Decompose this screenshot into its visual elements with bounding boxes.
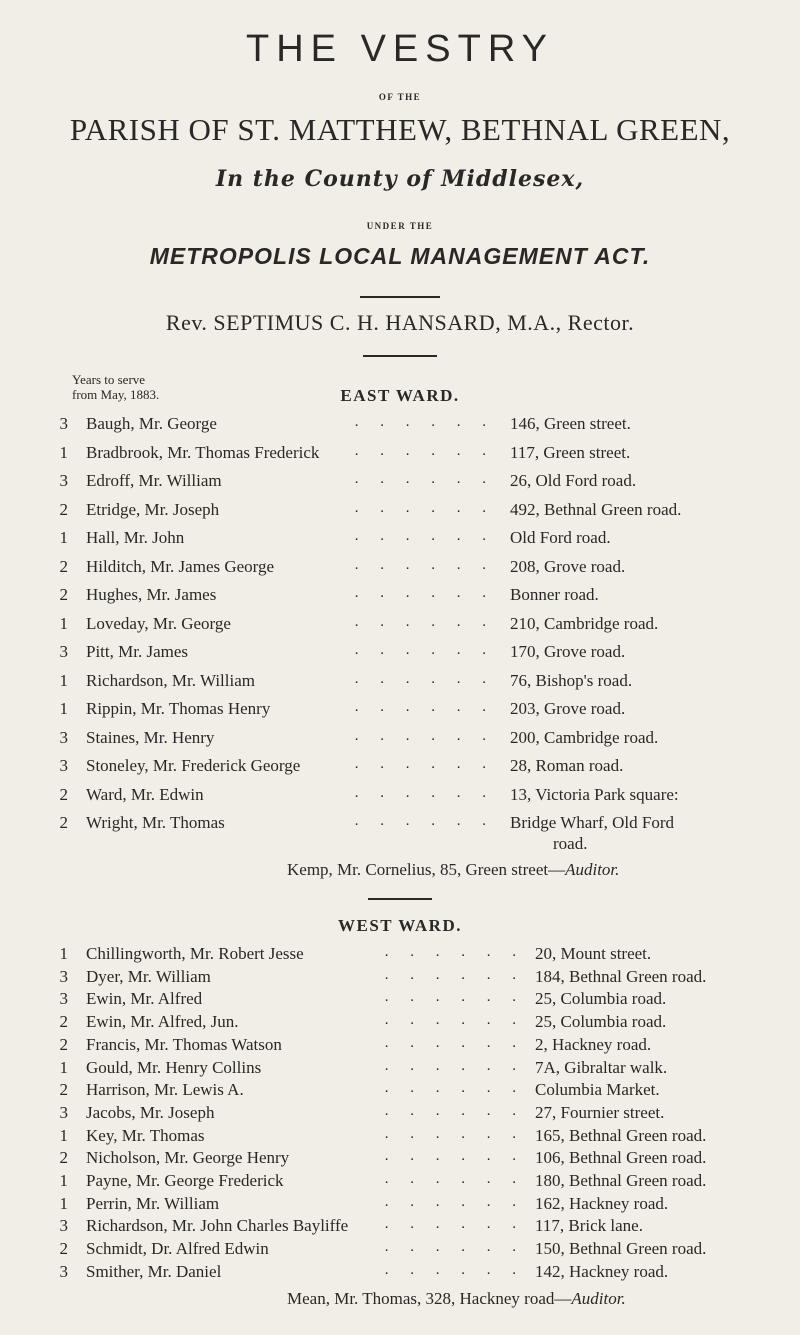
member-name: Bradbrook, Mr. Thomas Frederick	[86, 442, 320, 462]
rector-line: Rev. SEPTIMUS C. H. HANSARD, M.A., Rector.	[165, 310, 635, 335]
member-name: Jacobs, Mr. Joseph	[86, 1102, 215, 1122]
member-address: 28, Roman road.	[510, 756, 624, 775]
table-row	[0, 699, 800, 725]
years-to-serve: 2	[59, 813, 68, 832]
leader-dots: . . . . . .	[384, 1125, 525, 1142]
years-to-serve: 2	[59, 1034, 68, 1054]
years-to-serve: 3	[59, 1216, 68, 1236]
east-ward-heading: EAST WARD.	[340, 386, 460, 405]
west-auditor: Mean, Mr. Thomas, 328, Hackney road—Auditor.	[287, 1289, 626, 1308]
member-address: 165, Bethnal Green road.	[535, 1125, 707, 1145]
of-the-caption: OF THE	[378, 92, 422, 102]
years-to-serve: 2	[59, 784, 68, 804]
member-address: Bonner road.	[510, 585, 599, 604]
years-to-serve: 2	[59, 499, 68, 519]
years-to-serve: 1	[59, 1193, 68, 1213]
member-address: 142, Hackney road.	[535, 1261, 669, 1281]
leader-dots: . . . . . .	[384, 989, 525, 1006]
leader-dots: . . . . . .	[384, 1102, 525, 1119]
table-row	[0, 414, 800, 440]
member-name: Harrison, Mr. Lewis A.	[86, 1080, 244, 1100]
years-to-serve: 1	[59, 442, 68, 462]
member-address: 25, Columbia road.	[535, 989, 667, 1009]
member-address: 208, Grove road.	[510, 556, 626, 576]
member-address: 106, Bethnal Green road.	[535, 1148, 707, 1168]
leader-dots: . . . . . .	[354, 414, 495, 430]
leader-dots: . . . . . .	[384, 1148, 525, 1165]
member-address: 210, Cambridge road.	[510, 613, 659, 633]
member-name: Loveday, Mr. George	[86, 613, 231, 633]
leader-dots: . . . . . .	[354, 585, 495, 601]
member-name: Hughes, Mr. James	[86, 585, 217, 604]
member-name: Hilditch, Mr. James George	[86, 556, 275, 576]
member-name: Stoneley, Mr. Frederick George	[86, 756, 301, 775]
years-to-serve: 1	[59, 1125, 68, 1145]
member-address: 180, Bethnal Green road.	[535, 1171, 707, 1190]
table-row	[0, 756, 800, 782]
member-name: Edroff, Mr. William	[86, 471, 222, 490]
years-to-serve: 1	[59, 699, 68, 718]
table-row	[0, 785, 800, 811]
leader-dots: . . . . . .	[354, 613, 495, 630]
member-address: Bridge Wharf, Old Ford	[510, 813, 674, 832]
years-to-serve: 3	[59, 756, 68, 775]
table-row	[0, 728, 800, 754]
member-address: 2, Hackney road.	[535, 1034, 652, 1054]
years-to-serve: 3	[59, 642, 68, 661]
member-name: Gould, Mr. Henry Collins	[86, 1057, 262, 1077]
leader-dots: . . . . . .	[384, 1261, 525, 1278]
years-to-serve: 1	[59, 944, 68, 963]
years-to-serve: 2	[59, 585, 68, 604]
document-title: THE VESTRY	[246, 28, 554, 70]
member-address: 26, Old Ford road.	[510, 471, 637, 490]
leader-dots: . . . . . .	[384, 1193, 525, 1210]
leader-dots: . . . . . .	[354, 642, 495, 658]
member-address: 25, Columbia road.	[535, 1012, 667, 1032]
table-row	[0, 642, 800, 668]
member-address: Old Ford road.	[510, 528, 611, 547]
leader-dots: . . . . . .	[384, 1216, 525, 1233]
member-address: 20, Mount street.	[535, 944, 652, 963]
member-address: 150, Bethnal Green road.	[535, 1239, 707, 1259]
member-address: 162, Hackney road.	[535, 1193, 669, 1213]
divider-rule	[363, 355, 437, 357]
table-row	[0, 813, 800, 839]
member-name: Smither, Mr. Daniel	[86, 1261, 222, 1281]
years-to-serve: 3	[59, 471, 68, 490]
member-address: 203, Grove road.	[510, 699, 626, 718]
leader-dots: . . . . . .	[354, 471, 495, 487]
member-name: Etridge, Mr. Joseph	[86, 499, 220, 519]
member-address: 492, Bethnal Green road.	[510, 499, 682, 519]
years-to-serve: 3	[59, 989, 68, 1009]
years-to-serve: 2	[59, 1239, 68, 1259]
member-name: Staines, Mr. Henry	[86, 727, 215, 747]
leader-dots: . . . . . .	[354, 813, 495, 829]
leader-dots: . . . . . .	[384, 1239, 525, 1256]
years-to-serve: 3	[59, 414, 68, 433]
under-the-caption: UNDER THE	[366, 221, 434, 231]
leader-dots: . . . . . .	[354, 670, 495, 687]
member-name: Richardson, Mr. William	[86, 670, 255, 690]
leader-dots: . . . . . .	[384, 1057, 525, 1074]
years-to-serve: 1	[59, 670, 68, 690]
leader-dots: . . . . . .	[384, 944, 525, 960]
member-address: 117, Green street.	[510, 442, 631, 462]
west-ward-heading: WEST WARD.	[338, 916, 462, 935]
member-name: Schmidt, Dr. Alfred Edwin	[86, 1239, 269, 1259]
member-name: Pitt, Mr. James	[86, 642, 189, 661]
table-row	[0, 528, 800, 554]
act-heading: METROPOLIS LOCAL MANAGEMENT ACT.	[149, 243, 651, 269]
table-row	[0, 1262, 800, 1288]
member-name: Chillingworth, Mr. Robert Jesse	[86, 944, 304, 963]
leader-dots: . . . . . .	[354, 499, 495, 516]
member-name: Baugh, Mr. George	[86, 414, 217, 433]
leader-dots: . . . . . .	[354, 727, 495, 744]
leader-dots: . . . . . .	[354, 556, 495, 573]
member-address: 184, Bethnal Green road.	[535, 966, 707, 986]
member-address: Columbia Market.	[535, 1080, 660, 1100]
years-to-serve: 1	[59, 613, 68, 633]
member-name: Nicholson, Mr. George Henry	[86, 1148, 290, 1168]
table-row	[0, 585, 800, 611]
member-address: 76, Bishop's road.	[510, 670, 633, 690]
leader-dots: . . . . . .	[384, 1034, 525, 1051]
years-to-serve: 2	[59, 1012, 68, 1032]
years-to-serve: 3	[59, 966, 68, 986]
address-continuation: road.	[553, 834, 588, 853]
table-row	[0, 443, 800, 469]
east-auditor: Kemp, Mr. Cornelius, 85, Green street—Auditor.	[287, 860, 620, 879]
leader-dots: . . . . . .	[354, 528, 495, 544]
years-to-serve: 2	[59, 556, 68, 576]
leader-dots: . . . . . .	[384, 1171, 525, 1187]
member-address: 27, Fournier street.	[535, 1102, 665, 1122]
member-name: Hall, Mr. John	[86, 528, 185, 547]
member-name: Perrin, Mr. William	[86, 1193, 220, 1213]
member-name: Rippin, Mr. Thomas Henry	[86, 699, 271, 718]
years-to-serve: 2	[59, 1148, 68, 1168]
years-to-serve: 1	[59, 1057, 68, 1077]
years-to-serve: 2	[59, 1080, 68, 1100]
leader-dots: . . . . . .	[384, 1012, 525, 1029]
member-name: Wright, Mr. Thomas	[86, 813, 225, 832]
member-name: Ewin, Mr. Alfred, Jun.	[86, 1012, 239, 1032]
member-name: Francis, Mr. Thomas Watson	[86, 1034, 282, 1054]
leader-dots: . . . . . .	[354, 756, 495, 772]
member-address: 200, Cambridge road.	[510, 727, 659, 747]
years-to-serve: 3	[59, 727, 68, 747]
years-to-serve: 1	[59, 1171, 68, 1190]
member-address: 146, Green street.	[510, 414, 631, 433]
years-to-serve-note: Years to serve from May, 1883.	[72, 372, 160, 402]
parish-heading: PARISH OF ST. MATTHEW, BETHNAL GREEN,	[69, 112, 731, 147]
member-name: Ward, Mr. Edwin	[86, 784, 204, 804]
table-row	[0, 471, 800, 497]
leader-dots: . . . . . .	[354, 699, 495, 715]
table-row	[0, 500, 800, 526]
member-name: Key, Mr. Thomas	[86, 1125, 205, 1145]
divider-rule	[360, 296, 440, 298]
member-name: Ewin, Mr. Alfred	[86, 989, 203, 1009]
divider-rule	[368, 898, 432, 900]
county-heading: In the County of Middlesex,	[215, 166, 585, 192]
years-to-serve: 3	[59, 1102, 68, 1122]
leader-dots: . . . . . .	[354, 442, 495, 459]
member-name: Richardson, Mr. John Charles Bayliffe	[86, 1216, 349, 1236]
member-address: 13, Victoria Park square:	[510, 784, 679, 804]
member-address: 170, Grove road.	[510, 642, 626, 661]
leader-dots: . . . . . .	[354, 784, 495, 801]
table-row	[0, 671, 800, 697]
leader-dots: . . . . . .	[384, 1080, 525, 1097]
member-name: Dyer, Mr. William	[86, 966, 211, 986]
member-address: 117, Brick lane.	[535, 1216, 643, 1236]
member-name: Payne, Mr. George Frederick	[86, 1171, 284, 1190]
table-row	[0, 614, 800, 640]
years-to-serve: 1	[59, 528, 68, 547]
table-row	[0, 557, 800, 583]
years-to-serve: 3	[59, 1261, 68, 1281]
leader-dots: . . . . . .	[384, 966, 525, 983]
member-address: 7A, Gibraltar walk.	[535, 1057, 668, 1077]
